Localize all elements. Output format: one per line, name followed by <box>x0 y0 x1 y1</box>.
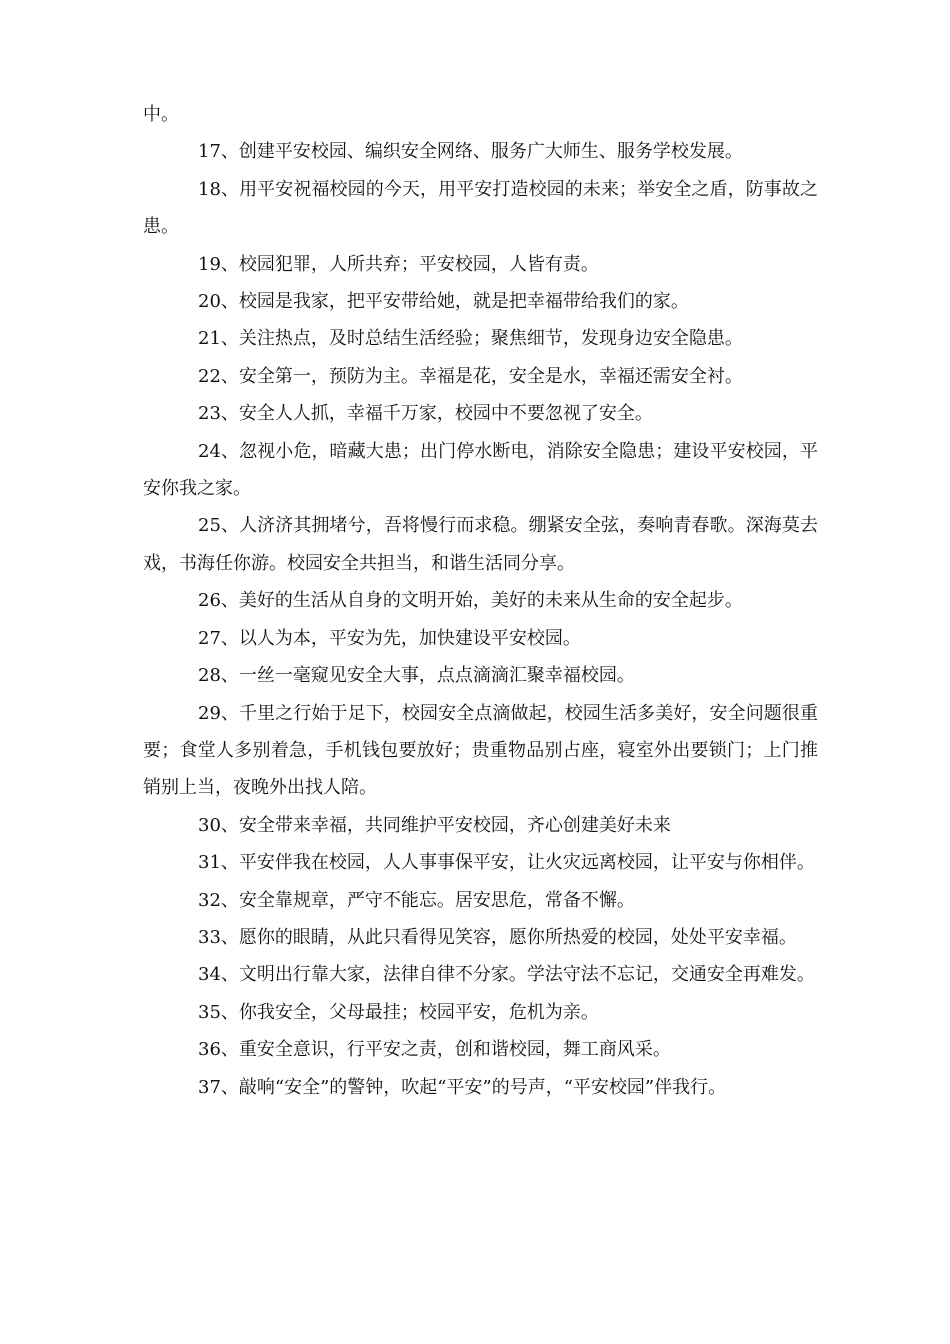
paragraph-31: 31、平安伴我在校园，人人事事保平安，让火灾远离校园，让平安与你相伴。 <box>198 852 815 874</box>
paragraph-37: 37、敲响“安全”的警钟，吹起“平安”的号声，“平安校园”伴我行。 <box>198 1076 727 1098</box>
paragraph-30: 30、安全带来幸福，共同维护平安校园，齐心创建美好未来 <box>198 814 671 836</box>
paragraph-36: 36、重安全意识，行平安之责，创和谐校园，舞工商风采。 <box>198 1039 671 1061</box>
paragraph-22: 22、安全第一，预防为主。幸福是花，安全是水，幸福还需安全衬。 <box>198 365 743 387</box>
document-body <box>143 96 818 1106</box>
paragraph-26: 26、美好的生活从自身的文明开始，美好的未来从生命的安全起步。 <box>198 590 743 612</box>
paragraph-continuation: 中。 <box>143 104 179 125</box>
paragraph-20: 20、校园是我家，把平安带给她，就是把幸福带给我们的家。 <box>198 291 689 313</box>
paragraph-21: 21、关注热点，及时总结生活经验；聚焦细节，发现身边安全隐患。 <box>198 328 743 350</box>
paragraph-35: 35、你我安全，父母最挂；校园平安，危机为亲。 <box>198 1001 599 1023</box>
paragraph-32: 32、安全靠规章，严守不能忘。居安思危，常备不懈。 <box>198 889 635 911</box>
paragraph-29: 29、千里之行始于足下，校园安全点滴做起，校园生活多美好，安全问题很重要；食堂人多别着急，手机钱包要放好；贵重物品别占座，寝室外出要锁门；上门推销别上当，夜晚外出找人陪。 <box>143 702 818 799</box>
paragraph-19: 19、校园犯罪，人所共弃；平安校园，人皆有责。 <box>198 253 599 275</box>
paragraph-27: 27、以人为本，平安为先，加快建设平安校园。 <box>198 627 581 649</box>
paragraph-23: 23、安全人人抓，幸福千万家，校园中不要忽视了安全。 <box>198 403 653 425</box>
paragraph-25: 25、人济济其拥堵兮，吾将慢行而求稳。绷紧安全弦，奏响青春歌。深海莫去戏，书海任你游。校园安全共担当，和谐生活同分享。 <box>143 515 818 574</box>
paragraph-24: 24、忽视小危，暗藏大患；出门停水断电，消除安全隐患；建设平安校园，平安你我之家。 <box>143 440 818 500</box>
paragraph-34: 34、文明出行靠大家，法律自律不分家。学法守法不忘记，交通安全再难发。 <box>198 964 815 986</box>
paragraph-33: 33、愿你的眼睛，从此只看得见笑容，愿你所热爱的校园，处处平安幸福。 <box>198 926 797 948</box>
paragraph-18: 18、用平安祝福校园的今天，用平安打造校园的未来；举安全之盾，防事故之患。 <box>143 178 818 238</box>
paragraph-17: 17、创建平安校园、编织安全网络、服务广大师生、服务学校发展。 <box>198 141 743 163</box>
paragraph-28: 28、一丝一毫窥见安全大事，点点滴滴汇聚幸福校园。 <box>198 665 635 687</box>
